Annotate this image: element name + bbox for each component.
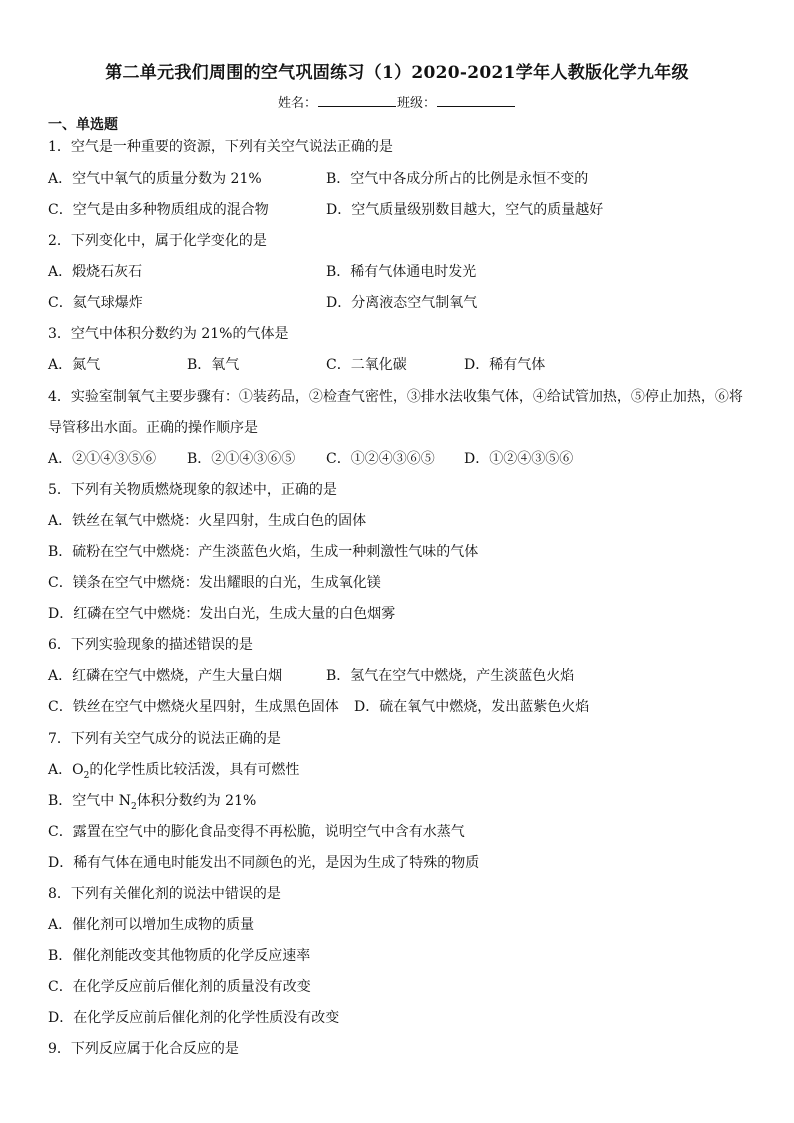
question-8-option-d: D．在化学反应前后催化剂的化学性质没有改变 (48, 1010, 340, 1026)
question-7-option-a-text-rest: 的化学性质比较活泼，具有可燃性 (89, 762, 300, 778)
question-2-option-b: B．稀有气体通电时发光 (326, 264, 477, 280)
question-4-option-d: D．①②④③⑤⑥ (464, 451, 574, 467)
question-6-option-d: D．硫在氧气中燃烧，发出蓝紫色火焰 (354, 699, 590, 715)
question-3-option-b: B．氧气 (187, 357, 240, 373)
question-1-option-c: C．空气是由多种物质组成的混合物 (48, 202, 269, 218)
name-label: 姓名： (277, 96, 317, 111)
question-5-option-d: D．红磷在空气中燃烧：发出白光，生成大量的白色烟雾 (48, 606, 396, 622)
question-5-option-a: A．铁丝在氧气中燃烧：火星四射，生成白色的固体 (48, 513, 367, 529)
question-7-option-a-subscript: 2 (83, 770, 90, 781)
question-6-stem: 6．下列实验现象的描述错误的是 (48, 637, 253, 653)
question-5-option-b: B．硫粉在空气中燃烧：产生淡蓝色火焰，生成一种刺激性气味的气体 (48, 544, 479, 560)
question-6-option-c: C．铁丝在空气中燃烧火星四射，生成黑色固体 (48, 699, 339, 715)
class-blank[interactable] (437, 94, 515, 107)
question-4-option-a: A．②①④③⑤⑥ (48, 451, 157, 467)
question-8-option-c: C．在化学反应前后催化剂的质量没有改变 (48, 979, 311, 995)
name-blank[interactable] (318, 94, 396, 107)
question-7-option-a-text: A．O (48, 762, 84, 778)
question-7-option-d: D．稀有气体在通电时能发出不同颜色的光，是因为生成了特殊的物质 (48, 855, 480, 871)
question-9-stem: 9．下列反应属于化合反应的是 (48, 1041, 239, 1057)
question-5-stem: 5．下列有关物质燃烧现象的叙述中，正确的是 (48, 482, 337, 498)
section-title: 一、单选题 (48, 117, 118, 133)
question-3-stem: 3．空气中体积分数约为 21%的气体是 (48, 326, 289, 342)
question-2-option-c: C．氦气球爆炸 (48, 295, 143, 311)
question-1-option-a: A．空气中氧气的质量分数为 21% (48, 171, 262, 187)
page-title: 第二单元我们周围的空气巩固练习（1）2020-2021学年人教版化学九年级 (105, 63, 689, 83)
question-7-option-b-subscript: 2 (131, 801, 137, 812)
question-8-option-a: A．催化剂可以增加生成物的质量 (48, 917, 255, 933)
question-6-option-a: A．红磷在空气中燃烧，产生大量白烟 (48, 668, 283, 684)
question-8-stem: 8．下列有关催化剂的说法中错误的是 (48, 886, 281, 902)
question-2-option-d: D．分离液态空气制氧气 (326, 295, 478, 311)
question-4-stem-continued: 导管移出水面。正确的操作顺序是 (48, 420, 258, 436)
question-1-option-b: B．空气中各成分所占的比例是永恒不变的 (326, 171, 589, 187)
question-3-option-c: C．二氧化碳 (326, 357, 407, 373)
question-7-option-c: C．露置在空气中的膨化食品变得不再松脆，说明空气中含有水蒸气 (48, 824, 465, 840)
class-label: 班级： (397, 96, 437, 111)
question-7-option-b (48, 792, 256, 816)
name-class-line (0, 92, 794, 111)
question-4-option-b: B．②①④③⑥⑤ (187, 451, 296, 467)
question-2-stem: 2．下列变化中，属于化学变化的是 (48, 233, 267, 249)
question-3-option-a: A．氮气 (48, 357, 101, 373)
question-7-stem: 7．下列有关空气成分的说法正确的是 (48, 731, 281, 747)
question-4-option-c: C．①②④③⑥⑤ (326, 451, 435, 467)
question-2-option-a: A．煅烧石灰石 (48, 264, 143, 280)
question-8-option-b: B．催化剂能改变其他物质的化学反应速率 (48, 948, 311, 964)
question-7-option-b-text: B．空气中 N (48, 793, 131, 809)
question-1-option-d: D．空气质量级别数目越大，空气的质量越好 (326, 202, 604, 218)
question-3-option-d: D．稀有气体 (464, 357, 546, 373)
question-7-option-b-text-rest: 体积分数约为 21% (136, 793, 257, 809)
question-1-stem: 1．空气是一种重要的资源，下列有关空气说法正确的是 (48, 139, 393, 155)
question-7-option-a (48, 761, 299, 785)
question-4-stem: 4．实验室制氧气主要步骤有：①装药品，②检查气密性，③排水法收集气体，④给试管加热，⑤停止加热，⑥将 (48, 389, 743, 405)
question-6-option-b: B．氢气在空气中燃烧，产生淡蓝色火焰 (326, 668, 575, 684)
question-5-option-c: C．镁条在空气中燃烧：发出耀眼的白光，生成氧化镁 (48, 575, 381, 591)
